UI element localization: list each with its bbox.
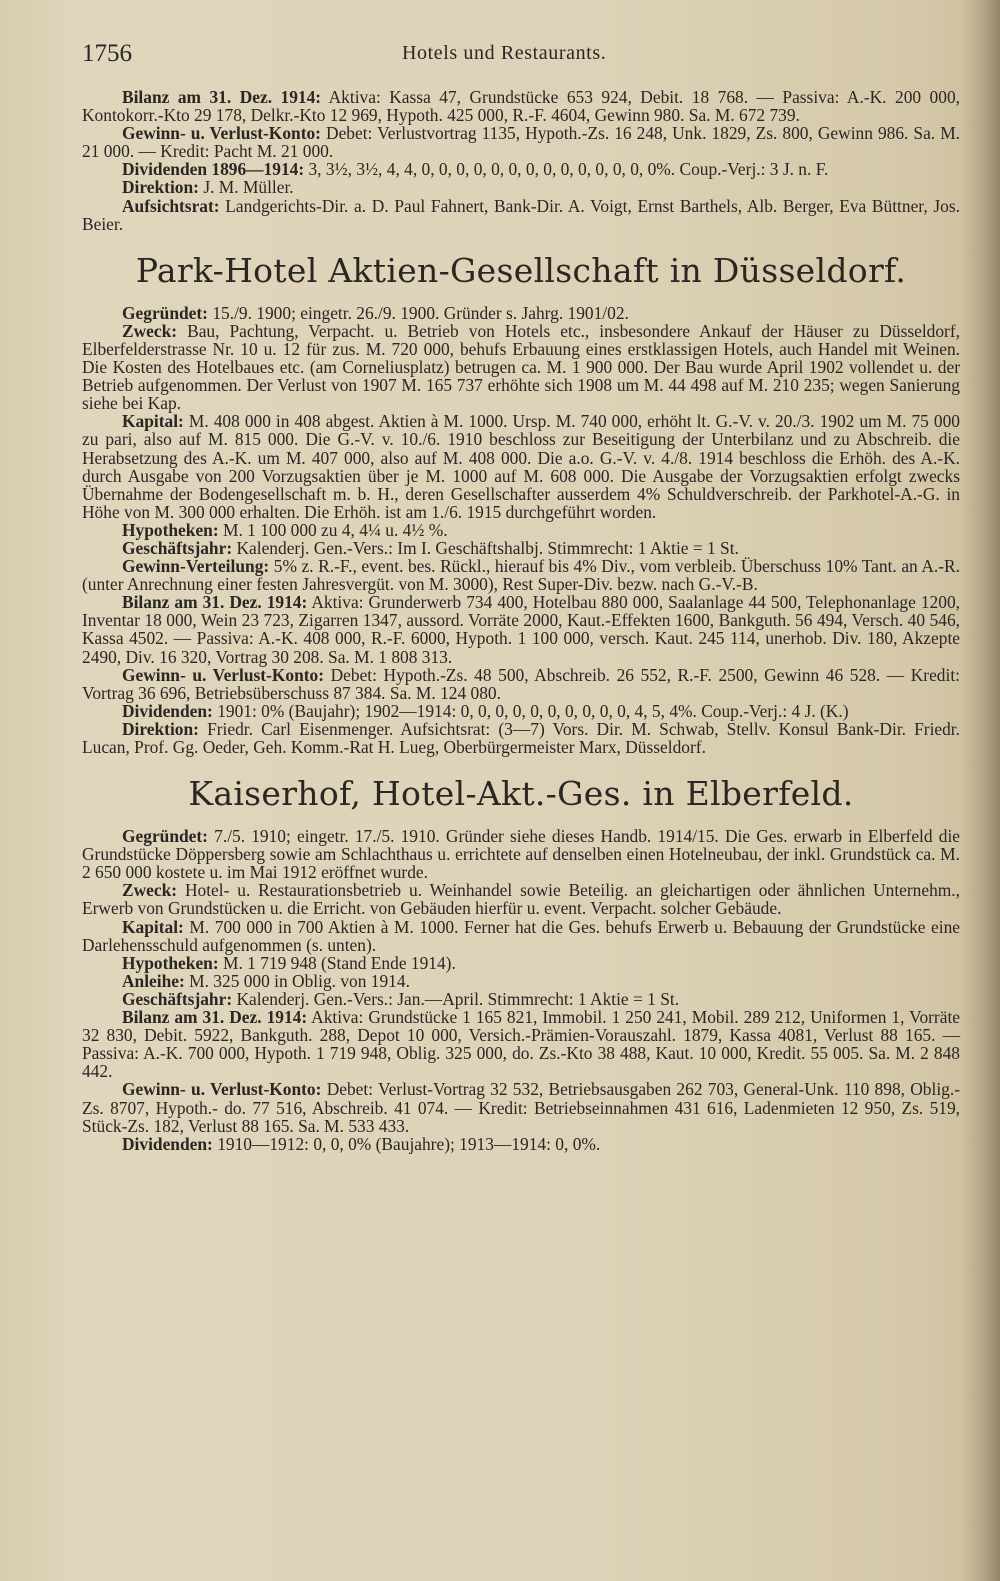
entry-text: Aktiva: Grunderwerb 734 400, Hotelbau 880 000, Saalanlage 44 500, Telephonanlage 1200, Inventar 18 000, Wein 23 723, Zigarren 1347, aussord. Vorräte 2000, Kaut.-Effekten 1600, Bankguth. 56 494, Versch. 40 546, Kassa 4502. — Passiva: A.-K. 408 000, R.-F. 6000, Hypoth. 1 100 000, versch. Kaut. 245 114, unerhob. Div. 180, Akzepte 2490, Div. 16 320, Vortrag 30 208. Sa. M. 1 808 313.: [82, 592, 960, 667]
entry-text: M. 408 000 in 408 abgest. Aktien à M. 1000. Ursp. M. 740 000, erhöht lt. G.-V. v. 20./3. 1902 um M. 75 000 zu pari, also auf M. 815 000. Die G.-V. v. 10./6. 1910 beschloss zur Beseitigung der Unterbilanz und zu Abschreib. die Herabsetzung des A.-K. um M. 407 000, also auf M. 408 000. Die a.o. G.-V. v. 4./8. 1914 beschloss die Erhöh. des A.-K. durch Ausgabe von 200 Vorzugsaktien über je M. 1000 auf M. 608 000. Die Ausgabe der Vorzugsaktien erfolgt zwecks Übernahme der Bodengesellschaft m. b. H., deren Gesellschafter ausserdem 4% Schuldverschreib. der Parkhotel-A.-G. in Höhe von M. 300 000 erhalten. Die Erhöh. ist am 1./6. 1915 durchgeführt worden.: [82, 411, 960, 522]
page-content: [82, 88, 960, 1153]
entry-paragraph: [82, 1008, 960, 1080]
previous-company-section: [82, 88, 960, 233]
entry-label: Zweck:: [122, 320, 178, 341]
entry-text: J. M. Müller.: [198, 177, 294, 198]
entry-paragraph: [82, 881, 960, 917]
entry-label: Dividenden 1896—1914:: [122, 159, 305, 180]
entry-label: Direktion:: [122, 177, 199, 198]
entry-paragraph: [82, 557, 960, 593]
entry-label: Bilanz am 31. Dez. 1914:: [122, 1007, 308, 1028]
entry-label: Bilanz am 31. Dez. 1914:: [122, 592, 308, 613]
entry-label: Zweck:: [122, 880, 178, 901]
entry-paragraph: [82, 304, 960, 322]
page-header: [82, 40, 942, 74]
entry-paragraph: [82, 972, 960, 990]
entry-text: Aktiva: Kassa 47, Grundstücke 653 924, Debit. 18 768. — Passiva: A.-K. 200 000, Kontokorr.-Kto 29 178, Delkr.-Kto 12 969, Hypoth. 425 000, R.-F. 4604, Gewinn 980. Sa. M. 672 739.: [82, 87, 960, 126]
entry-label: Gewinn- u. Verlust-Konto:: [122, 123, 321, 144]
entry-label: Hypotheken:: [122, 952, 219, 973]
entry-paragraph: [82, 521, 960, 539]
entry-text: Bau, Pachtung, Verpacht. u. Betrieb von Hotels etc., insbesondere Ankauf der Häuser zu Düsseldorf, Elberfelderstrasse Nr. 10 u. 12 für zus. M. 720 000, behufs Erbauung eines erstklassigen Hotels, auch Handel mit Weinen. Die Kosten des Hotelbaues etc. (am Corneliusplatz) betrugen ca. M. 1 900 000. Der Bau wurde April 1902 vollendet u. der Betrieb aufgenommen. Der Verlust von 1907 M. 165 737 erhöhte sich 1908 um M. 44 498 auf M. 210 235; wegen Sanierung siehe bei Kap.: [82, 320, 960, 414]
entry-paragraph: [82, 124, 960, 160]
entry-text: Hotel- u. Restaurationsbetrieb u. Weinhandel sowie Beteilig. an gleichartigen oder ähnlichen Unternehm., Erwerb von Grundstücken u. die Erricht. von Gebäuden hierfür u. event. Verpacht. solcher Gebäude.: [82, 880, 960, 919]
entry-text: M. 700 000 in 700 Aktien à M. 1000. Ferner hat die Ges. behufs Erwerb u. Bebauung der Grundstücke eine Darlehensschuld aufgenommen (s. unten).: [82, 916, 960, 955]
entry-text: M. 325 000 in Oblig. von 1914.: [184, 970, 410, 991]
entry-paragraph: [82, 322, 960, 412]
entry-paragraph: [82, 990, 960, 1008]
running-title: Hotels und Restaurants.: [402, 42, 607, 64]
page-edge-shadow: [962, 0, 1000, 1581]
entry-paragraph: [82, 720, 960, 756]
entry-label: Gegründet:: [122, 302, 208, 323]
entry-label: Dividenden:: [122, 1133, 213, 1154]
entry-label: Aufsichtsrat:: [122, 195, 220, 216]
entry-paragraph: [82, 954, 960, 972]
entry-label: Gewinn- u. Verlust-Konto:: [122, 1079, 322, 1100]
entry-text: Debet: Hypoth.-Zs. 48 500, Abschreib. 26 552, R.-F. 2500, Gewinn 46 528. — Kredit: Vortrag 36 696, Betriebsüberschuss 87 384. Sa. M. 124 080.: [82, 664, 960, 703]
entry-text: 5% z. R.-F., event. bes. Rückl., hierauf bis 4% Div., vom verbleib. Überschuss 10% Tant. an A.-R. (unter Anrechnung einer festen Jahresvergüt. von M. 3000), Rest Super-Div. bezw. nach G.-V.-B.: [82, 556, 960, 595]
entry-text: 1901: 0% (Baujahr); 1902—1914: 0, 0, 0, 0, 0, 0, 0, 0, 0, 0, 4, 5, 4%. Coup.-Verj.: 4 J. (K.): [212, 700, 849, 721]
entry-paragraph: [82, 412, 960, 521]
company-section-kaiserhof: [82, 827, 960, 1153]
entry-paragraph: [82, 593, 960, 665]
page-number: 1756: [82, 40, 132, 67]
entry-text: Kalenderj. Gen.-Vers.: Im I. Geschäftshalbj. Stimmrecht: 1 Aktie = 1 St.: [232, 537, 739, 558]
entry-paragraph: [82, 178, 960, 196]
entry-text: M. 1 719 948 (Stand Ende 1914).: [218, 952, 456, 973]
entry-paragraph: [82, 1135, 960, 1153]
entry-paragraph: [82, 160, 960, 178]
entry-label: Geschäftsjahr:: [122, 988, 233, 1009]
entry-label: Direktion:: [122, 718, 199, 739]
entry-text: Friedr. Carl Eisenmenger. Aufsichtsrat: (3—7) Vors. Dir. M. Schwab, Stellv. Konsul Bank-Dir. Friedr. Lucan, Prof. Gg. Oeder, Geh. Komm.-Rat H. Lueg, Oberbürgermeister Marx, Düsseldorf.: [82, 718, 960, 757]
company-section-park-hotel: [82, 304, 960, 756]
entry-label: Bilanz am 31. Dez. 1914:: [122, 87, 322, 107]
entry-paragraph: [82, 666, 960, 702]
entry-paragraph: [82, 827, 960, 881]
entry-label: Gegründet:: [122, 826, 208, 847]
entry-label: Dividenden:: [122, 700, 213, 721]
entry-text: 7./5. 1910; eingetr. 17./5. 1910. Gründer siehe dieses Handb. 1914/15. Die Ges. erwarb in Elberfeld die Grundstücke Döppersberg sowie am Schlachthaus u. errichtete auf denselben einen Hotelneubau, der inkl. Grundstück ca. M. 2 650 000 kostete u. im Mai 1912 eröffnet wurde.: [82, 826, 960, 883]
entry-text: Debet: Verlustvortrag 1135, Hypoth.-Zs. 16 248, Unk. 1829, Zs. 800, Gewinn 986. Sa. M. 21 000. — Kredit: Pacht M. 21 000.: [82, 123, 960, 162]
entry-label: Anleihe:: [122, 970, 185, 991]
entry-paragraph: [82, 1080, 960, 1134]
entry-text: Aktiva: Grundstücke 1 165 821, Immobil. 1 250 241, Mobil. 289 212, Uniformen 1, Vorräte 32 830, Debit. 5922, Bankguth. 288, Depot 10 000, Versich.-Prämien-Vorauszahl. 1879, Kassa 4081, Verlust 88 165. — Passiva: A.-K. 700 000, Hypoth. 1 719 948, Oblig. 325 000, do. Zs.-Kto 38 488, Kaut. 10 000, Kredit. 55 005. Sa. M. 2 848 442.: [82, 1007, 960, 1082]
entry-paragraph: [82, 88, 960, 124]
entry-paragraph: [82, 702, 960, 720]
entry-text: 1910—1912: 0, 0, 0% (Baujahre); 1913—1914: 0, 0%.: [212, 1133, 601, 1154]
entry-label: Hypotheken:: [122, 519, 219, 540]
entry-text: M. 1 100 000 zu 4, 4¼ u. 4½ %.: [218, 519, 448, 540]
entry-text: 15./9. 1900; eingetr. 26./9. 1900. Gründer s. Jahrg. 1901/02.: [207, 302, 629, 323]
entry-text: 3, 3½, 3½, 4, 4, 0, 0, 0, 0, 0, 0, 0, 0, 0, 0, 0, 0, 0, 0%. Coup.-Verj.: 3 J. n. F.: [304, 159, 829, 180]
entry-text: Landgerichts-Dir. a. D. Paul Fahnert, Bank-Dir. A. Voigt, Ernst Barthels, Alb. Berger, Eva Büttner, Jos. Beier.: [82, 195, 960, 234]
entry-label: Kapital:: [122, 411, 184, 432]
entry-paragraph: [82, 918, 960, 954]
entry-label: Geschäftsjahr:: [122, 537, 233, 558]
company-title-kaiserhof: Kaiserhof, Hotel-Akt.-Ges. in Elberfeld.: [188, 774, 854, 814]
entry-paragraph: [82, 539, 960, 557]
entry-paragraph: [82, 197, 960, 233]
entry-label: Kapital:: [122, 916, 184, 937]
entry-text: Kalenderj. Gen.-Vers.: Jan.—April. Stimmrecht: 1 Aktie = 1 St.: [232, 988, 680, 1009]
entry-label: Gewinn- u. Verlust-Konto:: [122, 664, 325, 685]
entry-label: Gewinn-Verteilung:: [122, 556, 270, 577]
company-title-park-hotel: Park-Hotel Aktien-Gesellschaft in Düsseldorf.: [135, 250, 907, 290]
entry-text: Debet: Verlust-Vortrag 32 532, Betriebsausgaben 262 703, General-Unk. 110 898, Oblig.-Zs. 8707, Hypoth.- do. 77 516, Abschreib. 41 074. — Kredit: Betriebseinnahmen 431 616, Ladenmieten 12 950, Zs. 519, Stück-Zs. 182, Verlust 88 165. Sa. M. 533 433.: [82, 1079, 960, 1136]
